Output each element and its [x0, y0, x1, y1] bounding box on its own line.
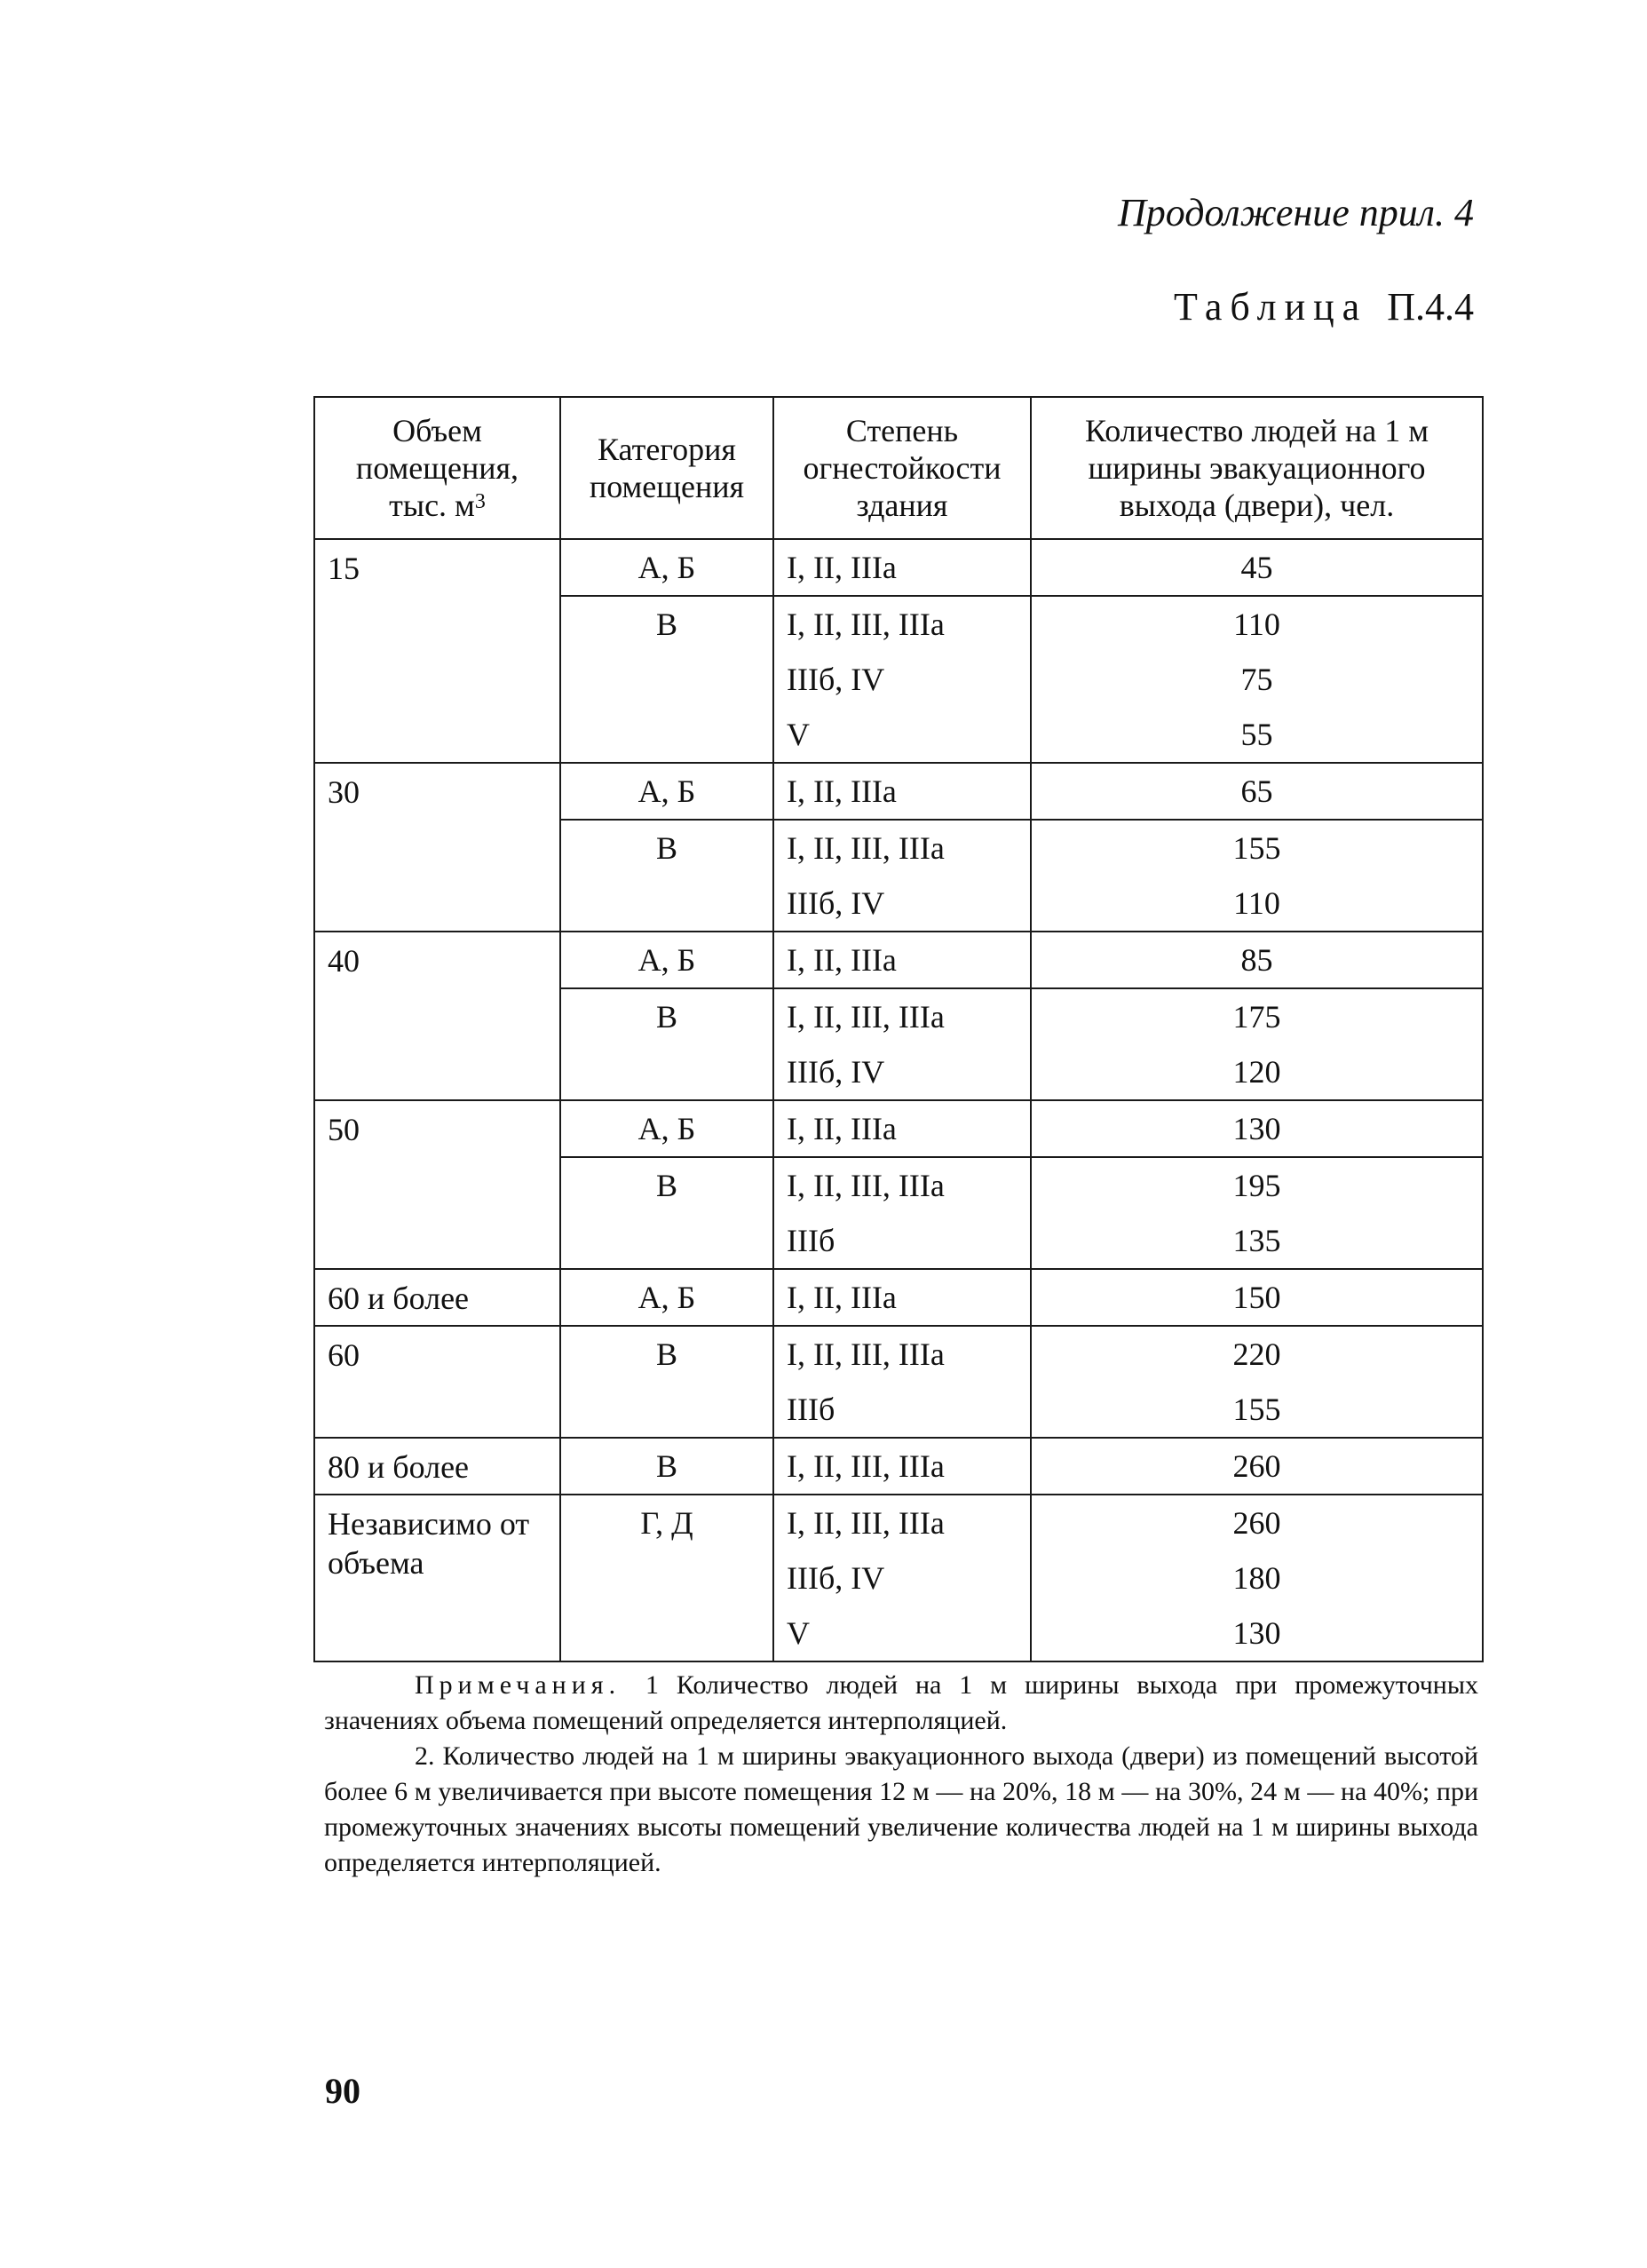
fire-resistance-value: IIIб — [787, 1223, 835, 1258]
cell-fire-resistance — [773, 539, 1031, 596]
category-value: А, Б — [637, 550, 696, 585]
table-row — [314, 1100, 1483, 1157]
table-row — [314, 763, 1483, 820]
category-value: В — [655, 1168, 677, 1203]
volume-value: 60 — [328, 1337, 360, 1373]
people-count-value: 180 — [1232, 1560, 1281, 1596]
header-volume — [314, 397, 560, 539]
fire-resistance-value: I, II, III, IIIа — [787, 1505, 945, 1541]
cell-category — [560, 1100, 773, 1157]
header-count — [1031, 397, 1483, 539]
people-count-value: 130 — [1232, 1615, 1281, 1651]
people-count-value: 130 — [1232, 1111, 1281, 1146]
fire-resistance-value: I, II, IIIа — [787, 550, 897, 585]
category-value: В — [655, 999, 677, 1035]
fire-resistance-value: V — [787, 717, 810, 752]
continuation-title: Продолжение прил. 4 — [1118, 191, 1474, 234]
cell-people-count — [1031, 1438, 1483, 1495]
header-volume-superscript: 3 — [474, 490, 486, 513]
volume-value: 30 — [328, 774, 360, 810]
cell-category — [560, 1157, 773, 1269]
cell-fire-resistance — [773, 763, 1031, 820]
header-category — [560, 397, 773, 539]
evacuation-capacity-table — [313, 396, 1484, 1662]
cell-fire-resistance — [773, 1438, 1031, 1495]
cell-fire-resistance — [773, 1326, 1031, 1438]
cell-volume — [314, 1326, 560, 1438]
cell-fire-resistance — [773, 1100, 1031, 1157]
cell-category — [560, 1438, 773, 1495]
table-row — [314, 932, 1483, 988]
cell-people-count — [1031, 988, 1483, 1100]
fire-resistance-value: IIIб, IV — [787, 885, 885, 921]
cell-volume — [314, 1495, 560, 1661]
table-label-word: Таблица — [1174, 285, 1368, 329]
people-count-value: 260 — [1232, 1448, 1281, 1484]
table-container — [313, 396, 1482, 1662]
page-number: 90 — [325, 2071, 360, 2111]
fire-resistance-value: I, II, III, IIIа — [787, 1168, 945, 1203]
cell-volume — [314, 763, 560, 932]
header-volume-line1: Объем — [392, 413, 482, 448]
people-count-value: 85 — [1240, 942, 1273, 978]
fire-resistance-value: I, II, IIIа — [787, 942, 897, 978]
header-count-line3: выхода (двери), чел. — [1119, 488, 1395, 523]
people-count-value: 120 — [1232, 1054, 1281, 1090]
people-count-value: 155 — [1232, 830, 1281, 866]
table-row — [314, 1326, 1483, 1438]
volume-value: 80 и более — [328, 1449, 470, 1485]
fire-resistance-value: I, II, IIIа — [787, 1280, 897, 1315]
cell-volume — [314, 539, 560, 763]
table-label — [1174, 282, 1474, 332]
note-1 — [324, 1668, 1478, 1739]
people-count-value: 220 — [1232, 1336, 1281, 1372]
people-count-value: 150 — [1232, 1280, 1281, 1315]
header-degree-line1: Степень — [845, 413, 959, 448]
volume-value: 15 — [328, 551, 360, 586]
fire-resistance-value: I, II, III, IIIа — [787, 1336, 945, 1372]
people-count-value: 135 — [1232, 1223, 1281, 1258]
fire-resistance-value: IIIб, IV — [787, 1560, 885, 1596]
cell-people-count — [1031, 596, 1483, 763]
category-value: В — [655, 830, 677, 866]
people-count-value: 75 — [1240, 662, 1273, 697]
cell-volume — [314, 1438, 560, 1495]
people-count-value: 110 — [1233, 885, 1280, 921]
volume-value: 50 — [328, 1112, 360, 1147]
category-value: А, Б — [637, 1280, 696, 1315]
people-count-value: 155 — [1232, 1392, 1281, 1427]
notes-heading: Примечания. — [415, 1670, 622, 1700]
category-value: В — [655, 1448, 677, 1484]
cell-fire-resistance — [773, 1269, 1031, 1326]
header-count-line2: ширины эвакуационного — [1088, 450, 1426, 486]
table-row — [314, 1269, 1483, 1326]
fire-resistance-value: I, II, III, IIIа — [787, 999, 945, 1035]
volume-value: 60 и более — [328, 1281, 470, 1316]
cell-category — [560, 596, 773, 763]
cell-fire-resistance — [773, 820, 1031, 932]
cell-people-count — [1031, 820, 1483, 932]
fire-resistance-value: I, II, III, IIIа — [787, 607, 945, 642]
people-count-value: 55 — [1240, 717, 1273, 752]
cell-category — [560, 763, 773, 820]
category-value: А, Б — [637, 942, 696, 978]
cell-fire-resistance — [773, 932, 1031, 988]
cell-people-count — [1031, 1269, 1483, 1326]
cell-people-count — [1031, 1100, 1483, 1157]
category-value: А, Б — [637, 1111, 696, 1146]
cell-fire-resistance — [773, 1157, 1031, 1269]
people-count-value: 110 — [1233, 607, 1280, 642]
category-value: Г, Д — [640, 1505, 693, 1541]
cell-category — [560, 932, 773, 988]
people-count-value: 65 — [1240, 773, 1273, 809]
fire-resistance-value: I, II, IIIа — [787, 1111, 897, 1146]
cell-category — [560, 820, 773, 932]
header-category-line2: помещения — [589, 469, 745, 504]
volume-value: Независимо от объема — [328, 1506, 530, 1581]
cell-volume — [314, 932, 560, 1100]
category-value: А, Б — [637, 773, 696, 809]
header-volume-line3: тыс. м — [389, 488, 475, 523]
cell-fire-resistance — [773, 596, 1031, 763]
header-volume-line2: помещения, — [355, 450, 519, 486]
header-degree — [773, 397, 1031, 539]
people-count-value: 260 — [1232, 1505, 1281, 1541]
cell-category — [560, 1495, 773, 1661]
category-value: В — [655, 607, 677, 642]
note-2: 2. Количество людей на 1 м ширины эвакуационного выхода (двери) из помещений высотой более 6 м увеличивается при высоте помещения 12 м — на 20%, 18 м — на 30%, 24 м — на 40%; при промежуточных значениях высоты помещений увеличение количества людей на 1 м ширины выхода определяется интерполяцией. — [324, 1741, 1478, 1877]
fire-resistance-value: IIIб, IV — [787, 662, 885, 697]
note-1-text: 1 Количество людей на 1 м ширины выхода при промежуточных значениях объема помещений определяется интерполяцией. — [324, 1670, 1478, 1735]
cell-volume — [314, 1269, 560, 1326]
cell-people-count — [1031, 1157, 1483, 1269]
table-row — [314, 1495, 1483, 1661]
people-count-value: 45 — [1240, 550, 1273, 585]
header-category-line1: Категория — [598, 432, 736, 467]
table-body — [314, 539, 1483, 1661]
cell-category — [560, 1326, 773, 1438]
cell-people-count — [1031, 763, 1483, 820]
people-count-value: 195 — [1232, 1168, 1281, 1203]
cell-fire-resistance — [773, 1495, 1031, 1661]
header-count-line1: Количество людей на 1 м — [1084, 413, 1429, 448]
volume-value: 40 — [328, 943, 360, 979]
fire-resistance-value: IIIб — [787, 1392, 835, 1427]
cell-category — [560, 1269, 773, 1326]
table-label-number: П.4.4 — [1387, 285, 1474, 329]
header-degree-line3: здания — [856, 488, 948, 523]
table-row — [314, 1438, 1483, 1495]
cell-category — [560, 539, 773, 596]
table-row — [314, 539, 1483, 596]
cell-volume — [314, 1100, 560, 1269]
cell-people-count — [1031, 1495, 1483, 1661]
people-count-value: 175 — [1232, 999, 1281, 1035]
fire-resistance-value: I, II, IIIа — [787, 773, 897, 809]
fire-resistance-value: I, II, III, IIIа — [787, 830, 945, 866]
cell-category — [560, 988, 773, 1100]
cell-fire-resistance — [773, 988, 1031, 1100]
cell-people-count — [1031, 539, 1483, 596]
header-degree-line2: огнестойкости — [803, 450, 1002, 486]
table-header-row — [314, 397, 1483, 539]
notes-section — [324, 1668, 1478, 1881]
cell-people-count — [1031, 1326, 1483, 1438]
fire-resistance-value: I, II, III, IIIа — [787, 1448, 945, 1484]
fire-resistance-value: IIIб, IV — [787, 1054, 885, 1090]
fire-resistance-value: V — [787, 1615, 810, 1651]
category-value: В — [655, 1336, 677, 1372]
cell-people-count — [1031, 932, 1483, 988]
